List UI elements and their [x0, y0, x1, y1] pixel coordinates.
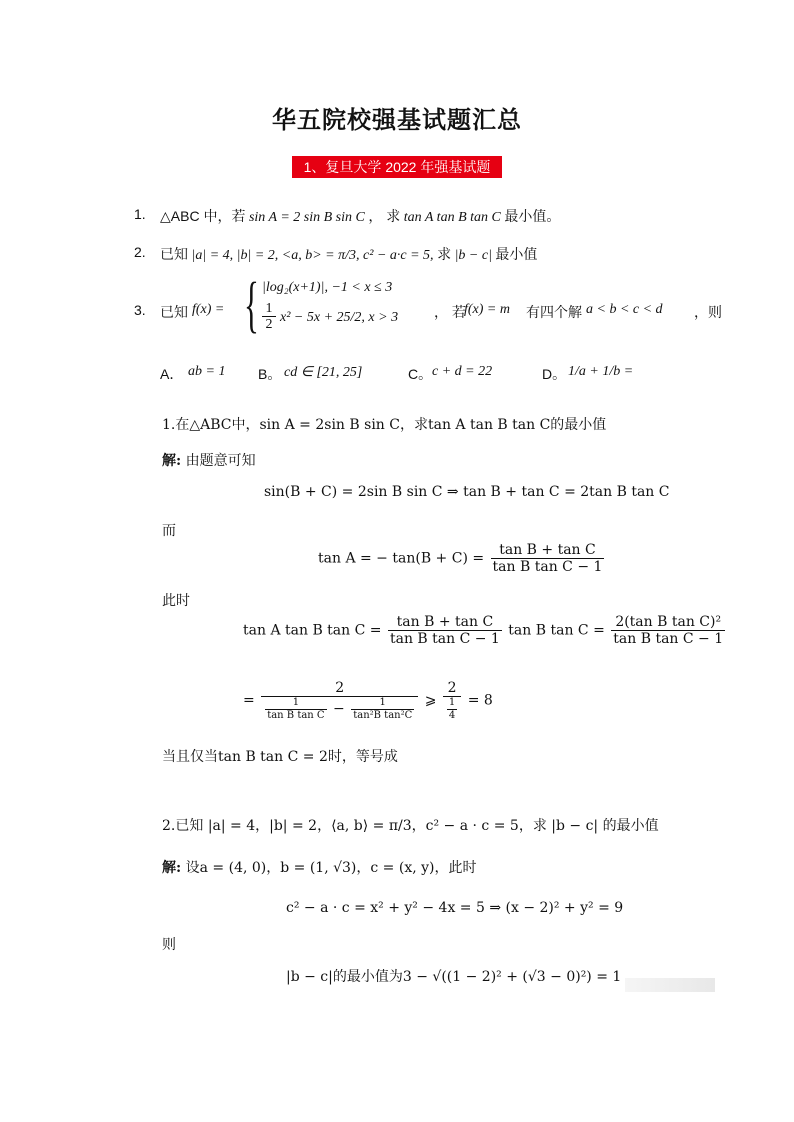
solution-1-eq2: [318, 542, 606, 575]
q3-fx: f(x) =: [192, 302, 225, 317]
solution-1-eq1: sin(B + C) = 2sin B sin C ⇒ tan B + tan C = 2tan B tan C: [264, 484, 670, 500]
q3-case-1: |log₂(x+1)|, −1 < x ≤ 3: [262, 280, 393, 295]
eq3-denominator-2: tan B tan C − 1: [613, 631, 724, 648]
solution-2-setup: [162, 857, 477, 877]
q3-mid: ， 若: [434, 304, 466, 320]
watermark-smudge: [625, 978, 715, 992]
eq4-result-den: [443, 697, 461, 721]
option-b-label: B。: [258, 366, 282, 382]
q1-prefix: △ABC 中，若: [160, 208, 246, 224]
section-banner: 1、复旦大学 2022 年强基试题: [292, 156, 502, 178]
question-number: 2.: [134, 244, 146, 260]
eq4-sub-num-2: 1: [351, 697, 414, 710]
sol2-problem-b: |a| = 4，|b| = 2，⟨a, b⟩ = π/3，c² − a · c = 5，求: [207, 818, 547, 834]
eq3-mid: tan B tan C =: [508, 622, 605, 639]
solution-2-problem: [162, 815, 659, 835]
sol2-problem-a: 2.已知: [162, 818, 204, 834]
q1-target: tan A tan B tan C: [403, 210, 501, 225]
options-row: [160, 362, 660, 388]
q2-prefix: 已知: [160, 246, 188, 262]
solution-intro-text: 由题意可知: [185, 453, 256, 469]
solution-1-eq4: [243, 680, 493, 721]
q3-case-2-coef: 1 2: [262, 302, 276, 333]
question-3: [134, 271, 764, 342]
eq4-sub-num-1: 1: [265, 697, 326, 710]
solution-label: 解:: [162, 453, 182, 469]
question-number: 1.: [134, 206, 146, 222]
eq3-numerator-1: tan B + tan C: [388, 614, 502, 631]
q2-target: |b − c|: [454, 248, 492, 263]
option-d-label: D。: [542, 366, 567, 382]
q1-suffix: 最小值。: [504, 208, 561, 224]
eq4-sub-den-1: tan B tan C: [267, 709, 325, 721]
eq4-minus: −: [333, 701, 345, 718]
eq2-fraction: [491, 542, 605, 575]
q3-prefix: 已知: [160, 304, 188, 320]
eq4-sub-den-2: tan²B tan²C: [353, 709, 413, 721]
eq3-denominator-1: tan B tan C − 1: [389, 631, 500, 648]
question-1: [134, 206, 754, 226]
eq4-ge: ⩾: [424, 692, 437, 709]
solution-1-cishi: 此时: [162, 593, 190, 609]
eq4-quarter-den: 4: [448, 709, 456, 721]
q1-mid: ， 求: [368, 208, 401, 224]
eq4-result-fraction: [443, 680, 461, 721]
q3-case-2: x² − 5x + 25/2, x > 3: [280, 310, 399, 325]
page-title: 华五院校强基试题汇总: [272, 106, 522, 134]
solution-1-eq3: [243, 614, 727, 647]
eq4-denominator: [261, 697, 418, 721]
eq4-result-num: 2: [443, 680, 461, 697]
option-a-label: A．: [160, 366, 184, 382]
eq3-left: tan A tan B tan C =: [243, 622, 382, 639]
sol2-problem-d: 的最小值: [602, 818, 659, 834]
q1-condition: sin A = 2 sin B sin C: [248, 210, 365, 225]
sol2-problem-c: |b − c|: [551, 818, 599, 834]
eq2-left: tan A = − tan(B + C) =: [318, 550, 485, 567]
eq2-numerator: tan B + tan C: [491, 542, 605, 559]
solution-1-er: 而: [162, 523, 176, 539]
eq4-equals: =: [243, 692, 255, 709]
eq3-numerator-2: 2(tan B tan C)²: [611, 614, 725, 631]
solution-2-eq2: |b − c|的最小值为3 − √((1 − 2)² + (√3 − 0)²) = 1: [286, 969, 622, 985]
q2-suffix: 最小值: [495, 246, 538, 262]
solution-1-conclusion: 当且仅当tan B tan C = 2时，等号成: [162, 749, 398, 765]
option-a: ab = 1: [188, 364, 226, 379]
option-d: 1/a + 1/b =: [568, 364, 634, 379]
eq4-quarter: [447, 697, 457, 721]
q2-ask: 求: [437, 246, 452, 262]
solution-1-intro: [162, 450, 256, 470]
eq4-result: = 8: [467, 692, 493, 709]
eq4-sub-fraction-2: [351, 697, 414, 721]
question-number: 3.: [134, 302, 146, 318]
q2-expression: |a| = 4, |b| = 2, <a, b> = π/3, c² − a·c = 5,: [191, 248, 434, 263]
eq4-quarter-num: 1: [448, 697, 456, 709]
solution-1-problem: 1.在△ABC中，sin A = 2sin B sin C，求tan A tan B tan C的最小值: [162, 417, 607, 433]
eq2-denominator: tan B tan C − 1: [492, 559, 603, 576]
solution-2-eq1: c² − a · c = x² + y² − 4x = 5 ⇒ (x − 2)² + y² = 9: [286, 900, 624, 916]
eq4-sub-fraction-1: [265, 697, 326, 721]
sol2-setup-text: 设a = (4, 0)，b = (1, √3)，c = (x, y)，此时: [185, 860, 477, 876]
q3-condition: f(x) = m: [464, 302, 510, 317]
solution-2-ze: 则: [162, 937, 176, 953]
eq3-fraction-2: [611, 614, 725, 647]
q3-order: a < b < c < d: [586, 302, 663, 317]
eq3-fraction-1: [388, 614, 502, 647]
q3-mid2: 有四个解: [526, 304, 582, 320]
solution-label: 解:: [162, 860, 182, 876]
option-b: cd ∈ [21, 25]: [284, 365, 363, 380]
eq4-numerator: 2: [261, 680, 418, 697]
option-c-label: C。: [408, 366, 433, 382]
question-2: [134, 238, 754, 266]
eq4-fraction: [261, 680, 418, 721]
piecewise-brace: {: [244, 271, 259, 339]
option-c: c + d = 22: [432, 364, 493, 379]
q3-suffix: ，则: [694, 304, 722, 320]
